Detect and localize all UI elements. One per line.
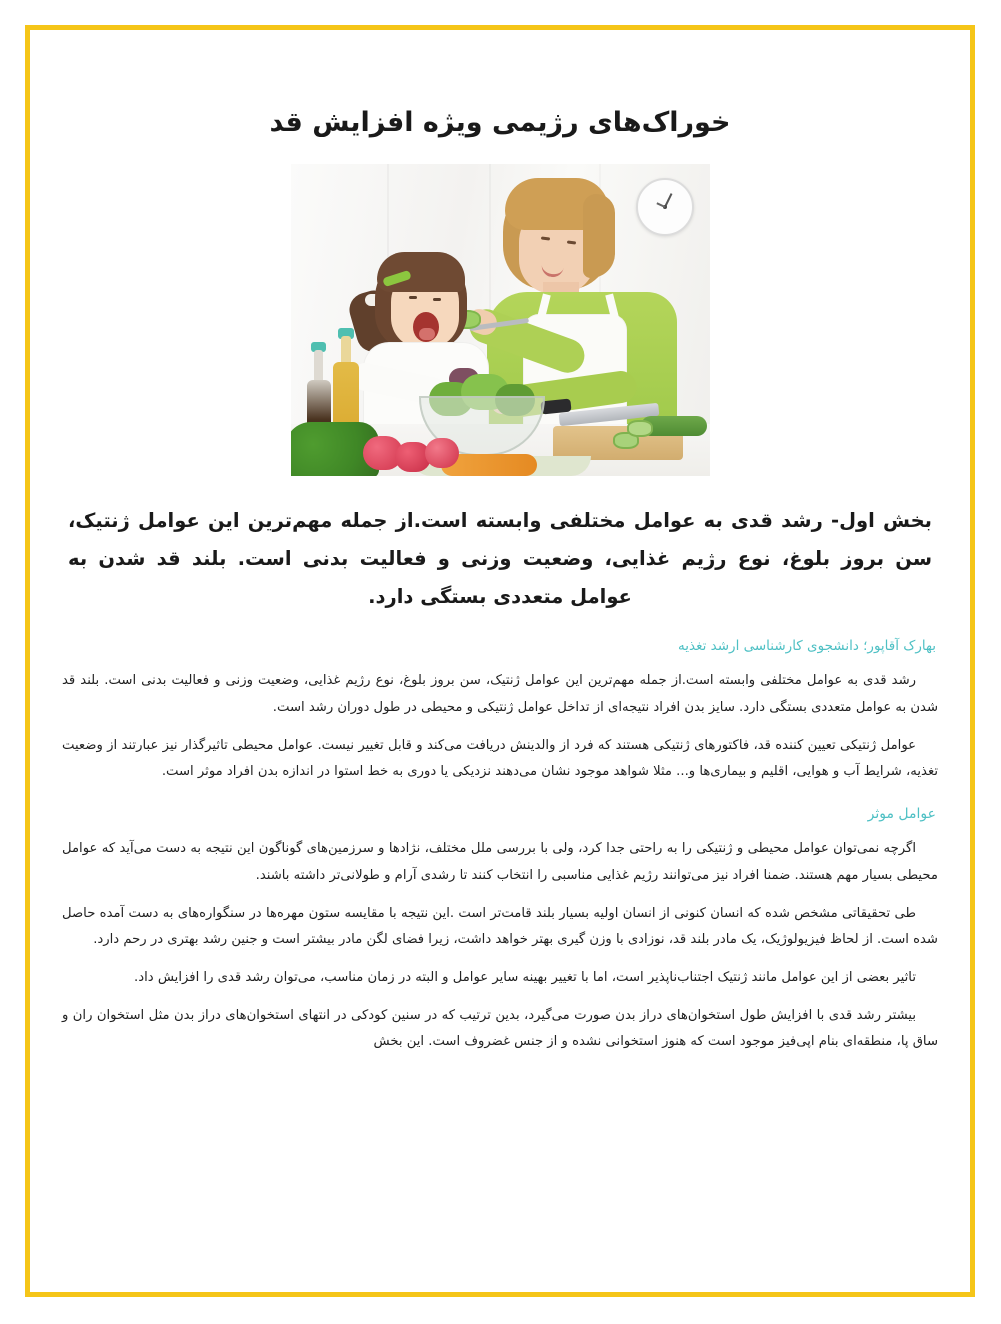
child-eye — [409, 296, 417, 299]
section-heading: عوامل موثر — [867, 806, 936, 823]
knife-handle — [540, 398, 571, 414]
body-paragraph: عوامل ژنتیکی تعیین کننده قد، فاکتورهای ژنتیکی هستند که فرد از والدینش دریافت می‌کند و قابل تغییر نیست. عوامل محیطی تاثیرگذار نیز عبارتند از وضعیت تغذیه، شرایط آب و هوایی، اقلیم و بیماری‌ها و... مثلا شواهد موجود نشان می‌دهند نزدیکی یا دوری به خط استوا در اندازه بدن افراد موثر است. — [62, 737, 938, 780]
body-paragraph: طی تحقیقاتی مشخص شده که انسان کنونی از انسان اولیه بسیار بلند قامت‌تر است .این نتیجه با مقایسه ستون مهره‌ها در سنگواره‌های به دست آمده حاصل شده است. از لحاظ فیزیولوژیک، یک مادر بلند قد، نوزادی با وزن گیری بهتر خواهد داشت، زیرا فضای لگن مادر بیشتر است و جنین رشد بهتری در رحم دارد. — [62, 905, 938, 948]
wall-clock-icon — [636, 178, 694, 236]
child-tongue — [419, 328, 435, 340]
document-content — [62, 60, 938, 1260]
page-title: خوراک‌های رژیمی ویژه افزایش قد — [269, 107, 731, 138]
radish — [425, 438, 459, 468]
vinegar-bottle-neck — [314, 350, 323, 384]
article-photo — [291, 164, 710, 476]
body-paragraph: اگرچه نمی‌توان عوامل محیطی و ژنتیکی را به راحتی جدا کرد، ولی با بررسی ملل مختلف، نژادها و سرزمین‌های گوناگون این نتیجه به دست می‌آید که عوامل محیطی بسیار مهم هستند. ضمنا افراد نیز می‌توانند رژیم غذایی مناسبی را انتخاب کنند تا رشدی آرام و طولانی‌تر داشته باشند. — [62, 841, 938, 884]
child-eye — [433, 298, 441, 301]
body-paragraph: بیشتر رشد قدی با افزایش طول استخوان‌های دراز بدن صورت می‌گیرد، بدین ترتیب که در سنین کودکی در انتهای استخوان‌های دراز بدن مثل استخوان ران و ساق پا، منطقه‌ای بنام اپی‌فیز موجود است که هنوز استخوانی نشده و از جنس غضروف است. این بخش — [62, 1007, 938, 1050]
body-paragraph: رشد قدی به عوامل مختلفی وابسته است.از جمله مهم‌ترین این عوامل ژنتیک، سن بروز بلوغ، نوع رژیم غذایی، وضعیت وزنی و فعالیت بدنی است. بلند قد شدن به عوامل متعددی بستگی دارد. سایز بدن افراد نتیجه‌ای از تداخل عوامل ژنتیکی و محیطی در طول دوران رشد است. — [62, 673, 938, 716]
mother-hair-side — [583, 194, 615, 278]
child-hair-front — [377, 252, 465, 292]
body-paragraph: تاثیر بعضی از این عوامل مانند ژنتیک اجتناب‌ناپذیر است، اما با تغییر بهینه سایر عوامل و البته در زمان مناسب، می‌توان رشد قدی را افزایش داد. — [134, 970, 916, 986]
lead-paragraph: بخش اول- رشد قدی به عوامل مختلفی وابسته است.از جمله مهم‌ترین این عوامل ژنتیک، سن بروز بلوغ، نوع رژیم غذایی، وضعیت وزنی و فعالیت بدنی است. بلند قد شدن به عوامل متعددی بستگی دارد. — [68, 508, 932, 608]
cucumber-slice — [627, 420, 653, 437]
clock-center-dot — [663, 205, 667, 209]
author-byline: بهارک آقاپور؛ دانشجوی کارشناسی ارشد تغذیه — [678, 637, 936, 654]
